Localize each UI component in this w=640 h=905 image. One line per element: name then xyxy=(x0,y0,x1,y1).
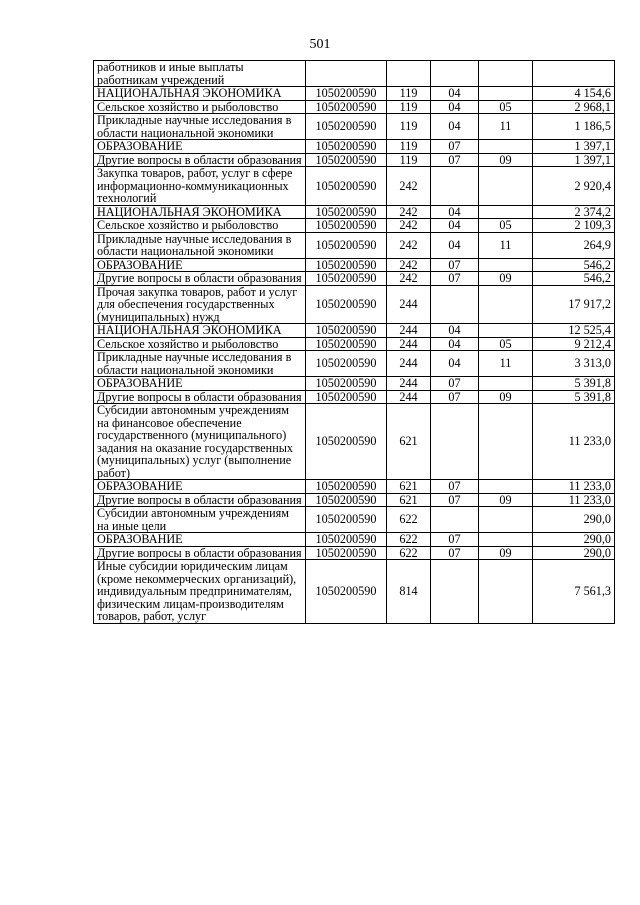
row-amount: 546,2 xyxy=(533,272,615,286)
row-section: 07 xyxy=(431,480,479,494)
row-name: Другие вопросы в области образования xyxy=(94,390,306,404)
row-target-code: 1050200590 xyxy=(306,390,387,404)
row-section: 07 xyxy=(431,258,479,272)
row-expense-type: 242 xyxy=(387,258,431,272)
table-row xyxy=(94,205,615,219)
row-name: НАЦИОНАЛЬНАЯ ЭКОНОМИКА xyxy=(94,87,306,101)
table-row xyxy=(94,232,615,258)
table-row xyxy=(94,377,615,391)
row-target-code: 1050200590 xyxy=(306,153,387,167)
row-section: 07 xyxy=(431,272,479,286)
row-amount: 264,9 xyxy=(533,232,615,258)
row-subsection xyxy=(479,61,533,87)
row-section: 07 xyxy=(431,377,479,391)
row-section: 04 xyxy=(431,219,479,233)
row-expense-type: 119 xyxy=(387,140,431,154)
row-name: Другие вопросы в области образования xyxy=(94,272,306,286)
row-subsection: 11 xyxy=(479,114,533,140)
row-expense-type: 242 xyxy=(387,167,431,206)
row-target-code: 1050200590 xyxy=(306,272,387,286)
row-subsection: 09 xyxy=(479,546,533,560)
table-row xyxy=(94,337,615,351)
row-subsection xyxy=(479,140,533,154)
table-row xyxy=(94,100,615,114)
row-target-code xyxy=(306,61,387,87)
row-amount: 7 561,3 xyxy=(533,560,615,624)
table-row xyxy=(94,114,615,140)
row-subsection xyxy=(479,560,533,624)
row-expense-type: 621 xyxy=(387,404,431,480)
row-name: НАЦИОНАЛЬНАЯ ЭКОНОМИКА xyxy=(94,324,306,338)
row-target-code: 1050200590 xyxy=(306,167,387,206)
row-amount: 5 391,8 xyxy=(533,390,615,404)
row-target-code: 1050200590 xyxy=(306,560,387,624)
row-subsection: 09 xyxy=(479,390,533,404)
row-amount: 290,0 xyxy=(533,507,615,533)
row-amount: 11 233,0 xyxy=(533,493,615,507)
table-row xyxy=(94,219,615,233)
row-section: 07 xyxy=(431,140,479,154)
row-amount: 2 109,3 xyxy=(533,219,615,233)
row-amount: 9 212,4 xyxy=(533,337,615,351)
row-target-code: 1050200590 xyxy=(306,219,387,233)
row-target-code: 1050200590 xyxy=(306,285,387,324)
row-section xyxy=(431,61,479,87)
row-name: Другие вопросы в области образования xyxy=(94,153,306,167)
row-amount: 17 917,2 xyxy=(533,285,615,324)
table-row xyxy=(94,140,615,154)
budget-table-body xyxy=(94,61,615,624)
table-row xyxy=(94,61,615,87)
row-target-code: 1050200590 xyxy=(306,324,387,338)
row-subsection xyxy=(479,404,533,480)
row-expense-type: 621 xyxy=(387,493,431,507)
row-amount: 546,2 xyxy=(533,258,615,272)
row-amount: 1 397,1 xyxy=(533,140,615,154)
row-amount: 2 920,4 xyxy=(533,167,615,206)
table-row xyxy=(94,153,615,167)
row-expense-type: 621 xyxy=(387,480,431,494)
table-row xyxy=(94,167,615,206)
row-section: 04 xyxy=(431,100,479,114)
row-target-code: 1050200590 xyxy=(306,480,387,494)
row-expense-type: 814 xyxy=(387,560,431,624)
row-subsection: 09 xyxy=(479,493,533,507)
row-name: НАЦИОНАЛЬНАЯ ЭКОНОМИКА xyxy=(94,205,306,219)
row-section: 04 xyxy=(431,114,479,140)
row-subsection xyxy=(479,258,533,272)
row-target-code: 1050200590 xyxy=(306,404,387,480)
row-subsection: 11 xyxy=(479,232,533,258)
table-row xyxy=(94,258,615,272)
row-section: 04 xyxy=(431,324,479,338)
row-expense-type: 242 xyxy=(387,219,431,233)
row-section: 07 xyxy=(431,533,479,547)
row-expense-type: 119 xyxy=(387,114,431,140)
row-target-code: 1050200590 xyxy=(306,232,387,258)
row-section: 04 xyxy=(431,87,479,101)
row-amount: 1 186,5 xyxy=(533,114,615,140)
row-amount: 2 968,1 xyxy=(533,100,615,114)
table-row xyxy=(94,480,615,494)
row-name: Прикладные научные исследования в области национальной экономики xyxy=(94,351,306,377)
row-subsection xyxy=(479,324,533,338)
row-section xyxy=(431,560,479,624)
row-name: Сельское хозяйство и рыболовство xyxy=(94,100,306,114)
row-target-code: 1050200590 xyxy=(306,533,387,547)
row-section xyxy=(431,167,479,206)
row-name: Закупка товаров, работ, услуг в сфере информационно-коммуникационных технологий xyxy=(94,167,306,206)
row-name: Прочая закупка товаров, работ и услуг для обеспечения государственных (муниципальных) нужд xyxy=(94,285,306,324)
row-subsection xyxy=(479,533,533,547)
row-expense-type: 119 xyxy=(387,100,431,114)
row-target-code: 1050200590 xyxy=(306,337,387,351)
row-section: 07 xyxy=(431,153,479,167)
row-target-code: 1050200590 xyxy=(306,493,387,507)
row-target-code: 1050200590 xyxy=(306,114,387,140)
row-name: Субсидии автономным учреждениям на финансовое обеспечение государственного (муниципального) задания на оказание государственных (муниципальных) услуг (выполнение работ) xyxy=(94,404,306,480)
row-target-code: 1050200590 xyxy=(306,205,387,219)
table-row xyxy=(94,404,615,480)
row-amount xyxy=(533,61,615,87)
table-row xyxy=(94,324,615,338)
row-amount: 4 154,6 xyxy=(533,87,615,101)
row-expense-type: 622 xyxy=(387,546,431,560)
row-expense-type: 244 xyxy=(387,390,431,404)
row-subsection xyxy=(479,87,533,101)
row-expense-type: 244 xyxy=(387,324,431,338)
row-expense-type: 242 xyxy=(387,205,431,219)
row-section: 04 xyxy=(431,232,479,258)
row-subsection xyxy=(479,480,533,494)
row-expense-type: 622 xyxy=(387,533,431,547)
row-amount: 290,0 xyxy=(533,533,615,547)
row-subsection: 11 xyxy=(479,351,533,377)
table-row xyxy=(94,533,615,547)
row-expense-type: 242 xyxy=(387,232,431,258)
row-name: Иные субсидии юридическим лицам (кроме некоммерческих организаций), индивидуальным предпринимателям, физическим лицам-производителям товаров, работ, услуг xyxy=(94,560,306,624)
row-name: Прикладные научные исследования в области национальной экономики xyxy=(94,114,306,140)
row-section: 04 xyxy=(431,337,479,351)
row-subsection xyxy=(479,285,533,324)
budget-table xyxy=(93,60,615,624)
row-section: 04 xyxy=(431,205,479,219)
row-subsection: 05 xyxy=(479,219,533,233)
row-section xyxy=(431,404,479,480)
row-expense-type: 242 xyxy=(387,272,431,286)
row-target-code: 1050200590 xyxy=(306,100,387,114)
row-amount: 3 313,0 xyxy=(533,351,615,377)
row-subsection: 05 xyxy=(479,337,533,351)
row-target-code: 1050200590 xyxy=(306,351,387,377)
row-section: 07 xyxy=(431,390,479,404)
row-name: ОБРАЗОВАНИЕ xyxy=(94,533,306,547)
row-section: 07 xyxy=(431,546,479,560)
row-amount: 11 233,0 xyxy=(533,404,615,480)
table-row xyxy=(94,351,615,377)
row-section xyxy=(431,285,479,324)
row-target-code: 1050200590 xyxy=(306,507,387,533)
row-amount: 5 391,8 xyxy=(533,377,615,391)
row-amount: 11 233,0 xyxy=(533,480,615,494)
row-amount: 2 374,2 xyxy=(533,205,615,219)
table-row xyxy=(94,507,615,533)
row-name: Другие вопросы в области образования xyxy=(94,546,306,560)
row-expense-type: 622 xyxy=(387,507,431,533)
row-target-code: 1050200590 xyxy=(306,377,387,391)
row-amount: 1 397,1 xyxy=(533,153,615,167)
row-target-code: 1050200590 xyxy=(306,546,387,560)
row-amount: 290,0 xyxy=(533,546,615,560)
row-target-code: 1050200590 xyxy=(306,258,387,272)
row-expense-type: 119 xyxy=(387,153,431,167)
table-row xyxy=(94,493,615,507)
row-name: Прикладные научные исследования в области национальной экономики xyxy=(94,232,306,258)
row-name: ОБРАЗОВАНИЕ xyxy=(94,480,306,494)
row-name: ОБРАЗОВАНИЕ xyxy=(94,258,306,272)
page-number: 501 xyxy=(309,37,331,52)
table-row xyxy=(94,87,615,101)
row-name: Субсидии автономным учреждениям на иные цели xyxy=(94,507,306,533)
row-section: 04 xyxy=(431,351,479,377)
row-expense-type: 244 xyxy=(387,377,431,391)
row-subsection xyxy=(479,377,533,391)
row-section: 07 xyxy=(431,493,479,507)
row-name: ОБРАЗОВАНИЕ xyxy=(94,377,306,391)
row-section xyxy=(431,507,479,533)
row-subsection: 05 xyxy=(479,100,533,114)
table-row xyxy=(94,546,615,560)
row-expense-type: 244 xyxy=(387,337,431,351)
table-row xyxy=(94,390,615,404)
row-subsection xyxy=(479,205,533,219)
row-name: ОБРАЗОВАНИЕ xyxy=(94,140,306,154)
row-subsection xyxy=(479,167,533,206)
table-row xyxy=(94,560,615,624)
row-expense-type: 119 xyxy=(387,87,431,101)
row-expense-type: 244 xyxy=(387,285,431,324)
row-target-code: 1050200590 xyxy=(306,140,387,154)
row-expense-type: 244 xyxy=(387,351,431,377)
row-subsection xyxy=(479,507,533,533)
row-name: Сельское хозяйство и рыболовство xyxy=(94,219,306,233)
row-name: Другие вопросы в области образования xyxy=(94,493,306,507)
row-subsection: 09 xyxy=(479,272,533,286)
table-row xyxy=(94,272,615,286)
row-amount: 12 525,4 xyxy=(533,324,615,338)
row-name: работников и иные выплаты работникам учреждений xyxy=(94,61,306,87)
row-target-code: 1050200590 xyxy=(306,87,387,101)
table-row xyxy=(94,285,615,324)
row-expense-type xyxy=(387,61,431,87)
row-name: Сельское хозяйство и рыболовство xyxy=(94,337,306,351)
row-subsection: 09 xyxy=(479,153,533,167)
